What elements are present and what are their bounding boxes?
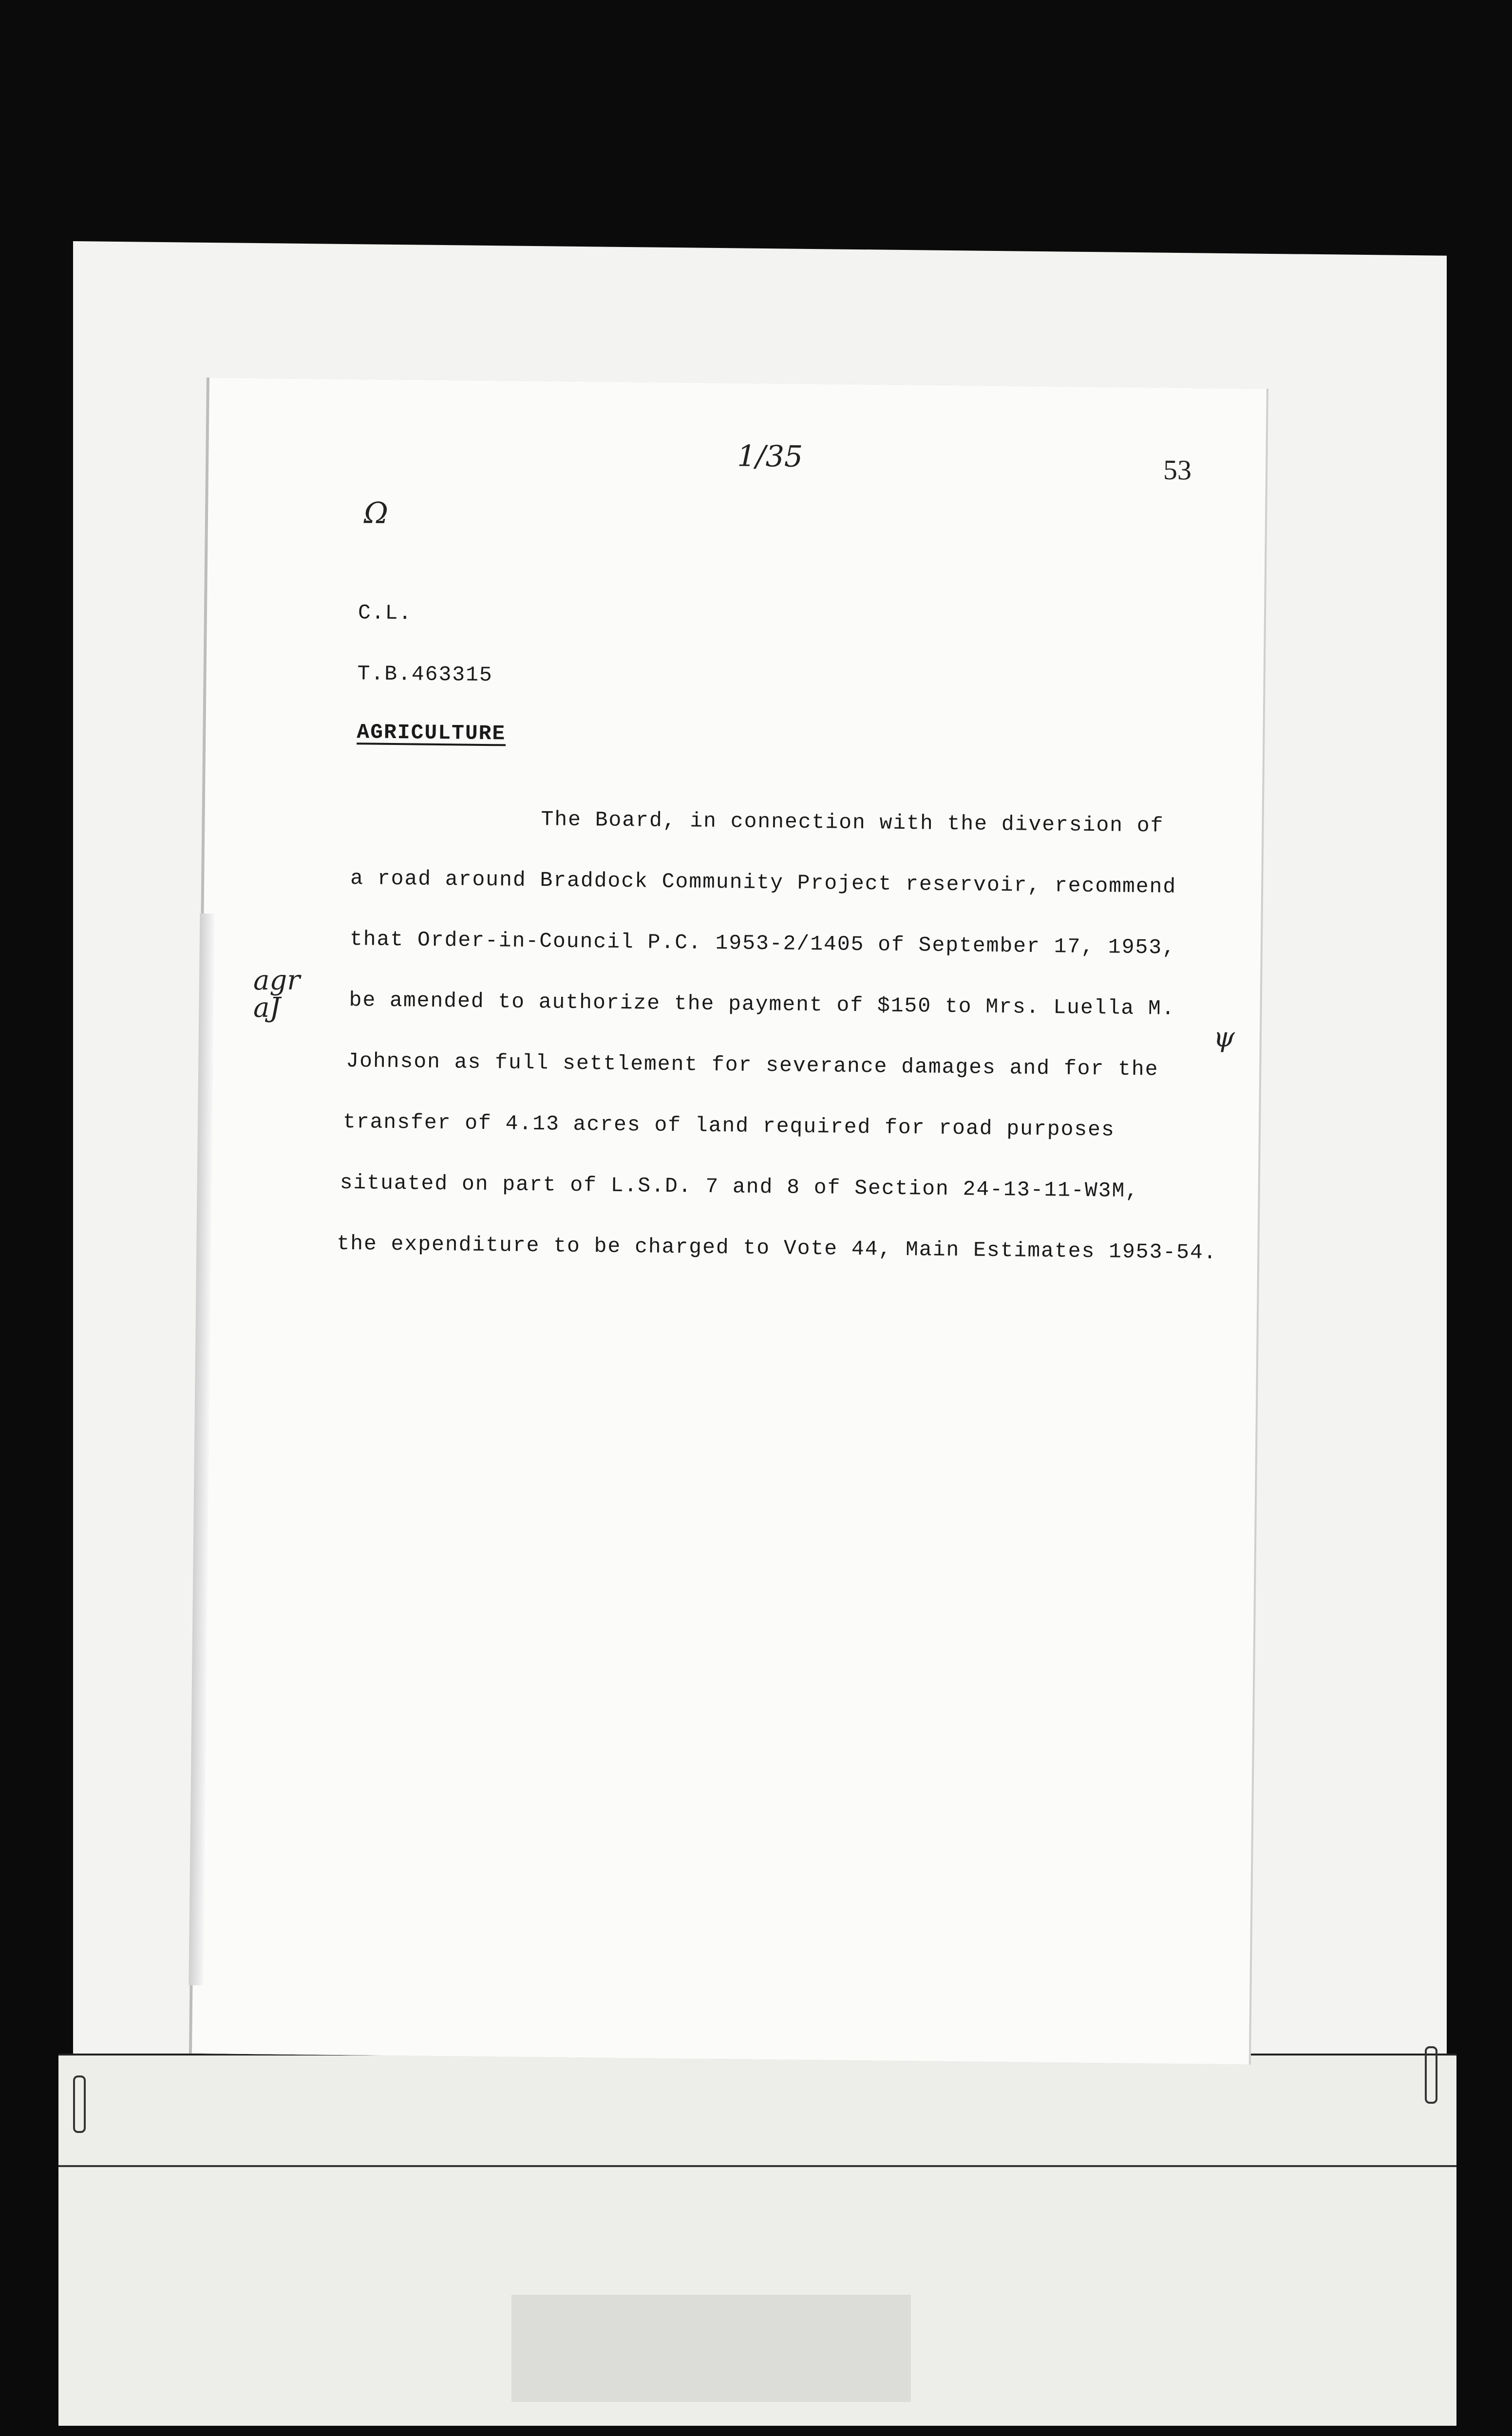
body-line-3: that Order-in-Council P.C. 1953-2/1405 of September 17, 1953, bbox=[349, 927, 1176, 960]
handwritten-symbol: Ω bbox=[363, 496, 389, 531]
body-line-8: the expenditure to be charged to Vote 44, Main Estimates 1953-54. bbox=[337, 1231, 1217, 1265]
page-number: 53 bbox=[1163, 454, 1192, 486]
binder-clip-right bbox=[1425, 2046, 1437, 2104]
mount-rule bbox=[58, 2165, 1456, 2167]
body-line-5: Johnson as full settlement for severance damages and for the bbox=[346, 1049, 1159, 1082]
body-line-6: transfer of 4.13 acres of land required for road purposes bbox=[342, 1109, 1115, 1142]
header-line-tb: T.B.463315 bbox=[357, 662, 493, 687]
header-line-cl: C.L. bbox=[358, 601, 413, 626]
document-page bbox=[192, 378, 1266, 2065]
tape-strip bbox=[511, 2295, 911, 2402]
body-line-4: be amended to authorize the payment of $150 to Mrs. Luella M. bbox=[349, 988, 1175, 1021]
department-heading: AGRICULTURE bbox=[357, 720, 506, 746]
binder-clip-left bbox=[73, 2075, 86, 2133]
body-line-1: The Board, in connection with the diversion of bbox=[541, 807, 1164, 838]
handwritten-right-mark: ψ bbox=[1213, 1021, 1235, 1054]
body-line-2: a road around Braddock Community Project reservoir, recommend bbox=[350, 866, 1177, 899]
handwritten-top-note: 1/35 bbox=[737, 439, 803, 474]
body-line-7: situated on part of L.S.D. 7 and 8 of Section 24-13-11-W3M, bbox=[340, 1170, 1139, 1203]
handwritten-margin-initials: agr aJ bbox=[253, 965, 301, 1024]
